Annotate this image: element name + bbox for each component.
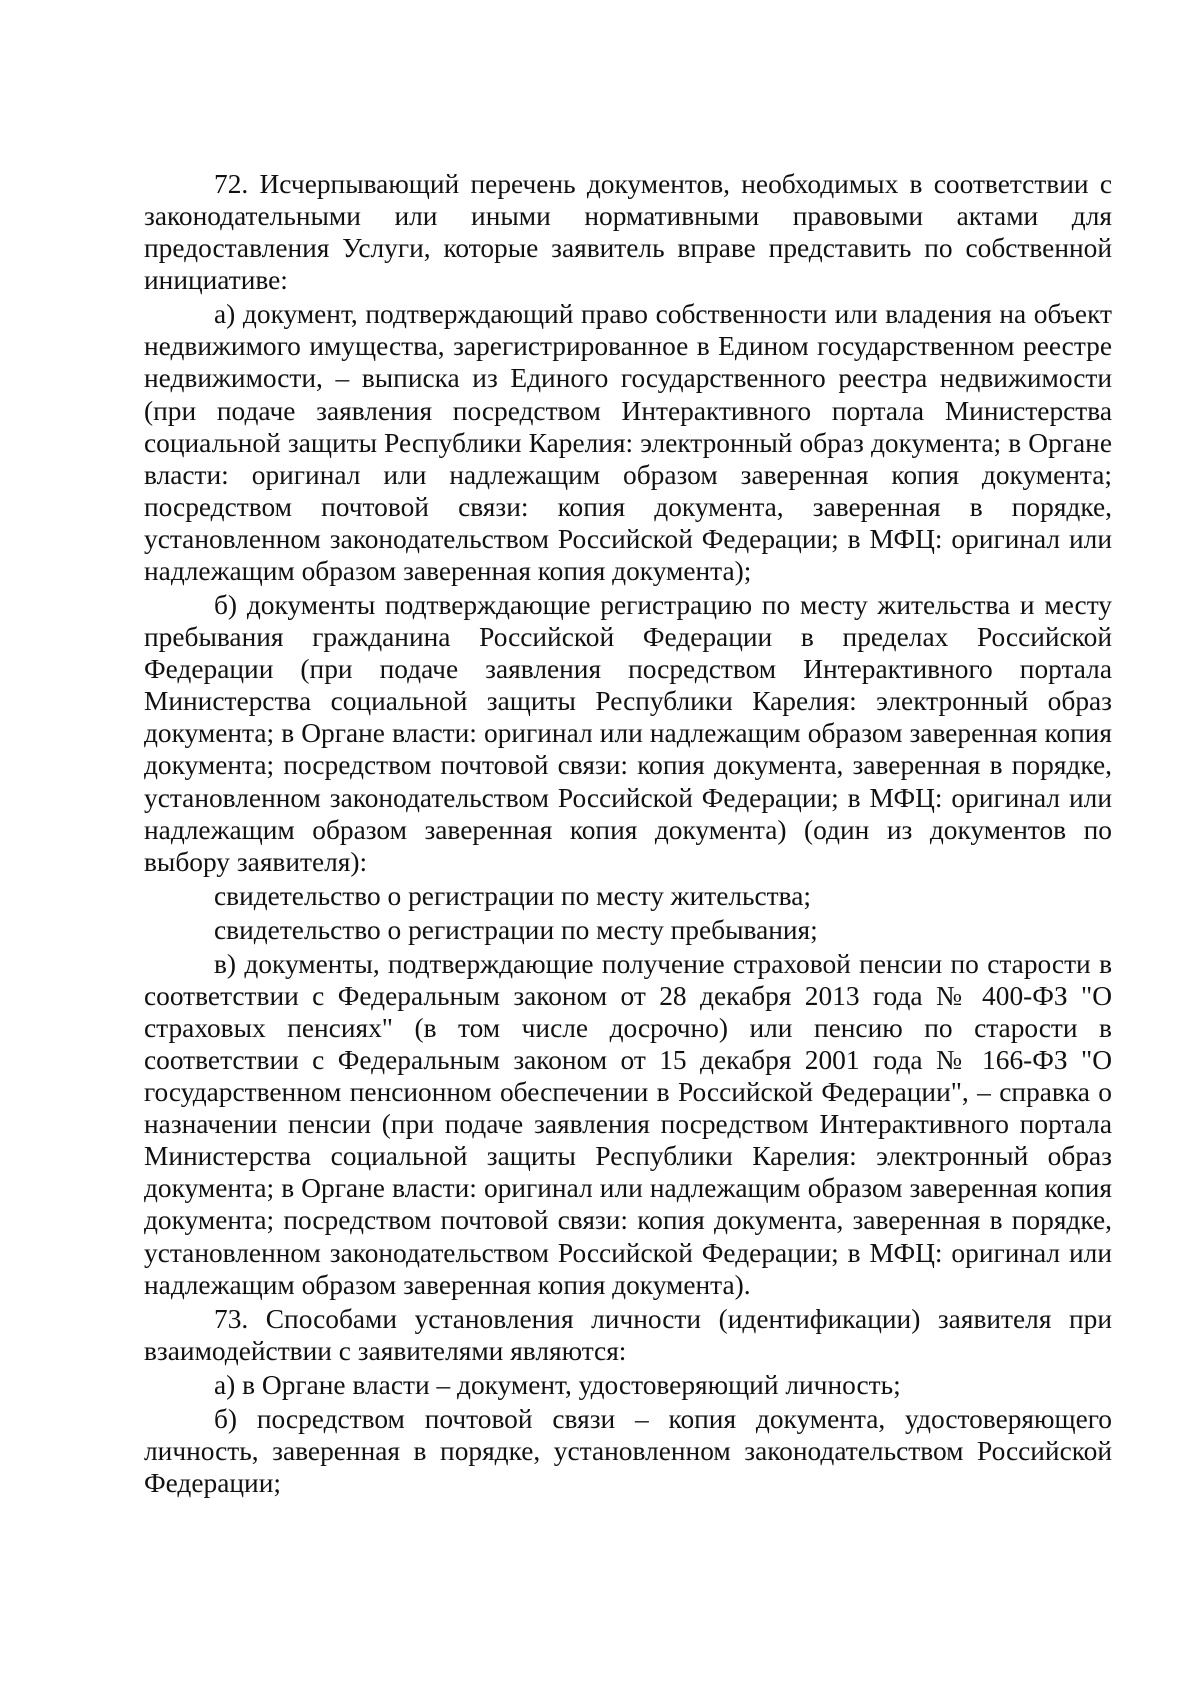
paragraph-73-b: б) посредством почтовой связи – копия документа, удостоверяющего личность, заверенная в порядке, установленном законодательством Российской Федерации; [144, 1403, 1112, 1498]
paragraph-73-a: а) в Органе власти – документ, удостоверяющий личность; [214, 1369, 901, 1400]
paragraph-72-b: б) документы подтверждающие регистрацию по месту жительства и месту пребывания гражданина Российской Федерации в пределах Российской Федерации (при подаче заявления посредством Интерактивного портала Министерства социальной защиты Республики Карелия: электронный образ документа; в Органе власти: оригинал или надлежащим образом заверенная копия документа; посредством почтовой связи: копия документа, заверенная в порядке, установленном законодательством Российской Федерации; в МФЦ: оригинал или надлежащим образом заверенная копия документа) (один из документов по выбору заявителя): [144, 590, 1112, 877]
paragraph-73: 73. Способами установления личности (идентификации) заявителя при взаимодействии с заявителями являются: [144, 1303, 1112, 1366]
paragraph-72: 72. Исчерпывающий перечень документов, необходимых в соответствии с законодательными или иными нормативными правовыми актами для предоставления Услуги, которые заявитель вправе представить по собственной инициативе: [144, 169, 1112, 296]
list-item-stay-certificate: свидетельство о регистрации по месту пребывания; [214, 914, 818, 945]
document-page [144, 168, 1112, 1501]
paragraph-72-v: в) документы, подтверждающие получение страховой пенсии по старости в соответствии с Федеральным законом от 28 декабря 2013 года № 400-ФЗ "О страховых пенсиях" (в том числе досрочно) или пенсию по старости в соответствии с Федеральным законом от 15 декабря 2001 года № 166-ФЗ "О государственном пенсионном обеспечении в Российской Федерации", – справка о назначении пенсии (при подаче заявления посредством Интерактивного портала Министерства социальной защиты Республики Карелия: электронный образ документа; в Органе власти: оригинал или надлежащим образом заверенная копия документа; посредством почтовой связи: копия документа, заверенная в порядке, установленном законодательством Российской Федерации; в МФЦ: оригинал или надлежащим образом заверенная копия документа). [144, 948, 1112, 1300]
list-item-residence-certificate: свидетельство о регистрации по месту жительства; [214, 880, 811, 911]
paragraph-72-a: а) документ, подтверждающий право собственности или владения на объект недвижимого имущества, зарегистрированное в Едином государственном реестре недвижимости, – выписка из Единого государственного реестра недвижимости (при подаче заявления посредством Интерактивного портала Министерства социальной защиты Республики Карелия: электронный образ документа; в Органе власти: оригинал или надлежащим образом заверенная копия документа; посредством почтовой связи: копия документа, заверенная в порядке, установленном законодательством Российской Федерации; в МФЦ: оригинал или надлежащим образом заверенная копия документа); [144, 299, 1112, 587]
